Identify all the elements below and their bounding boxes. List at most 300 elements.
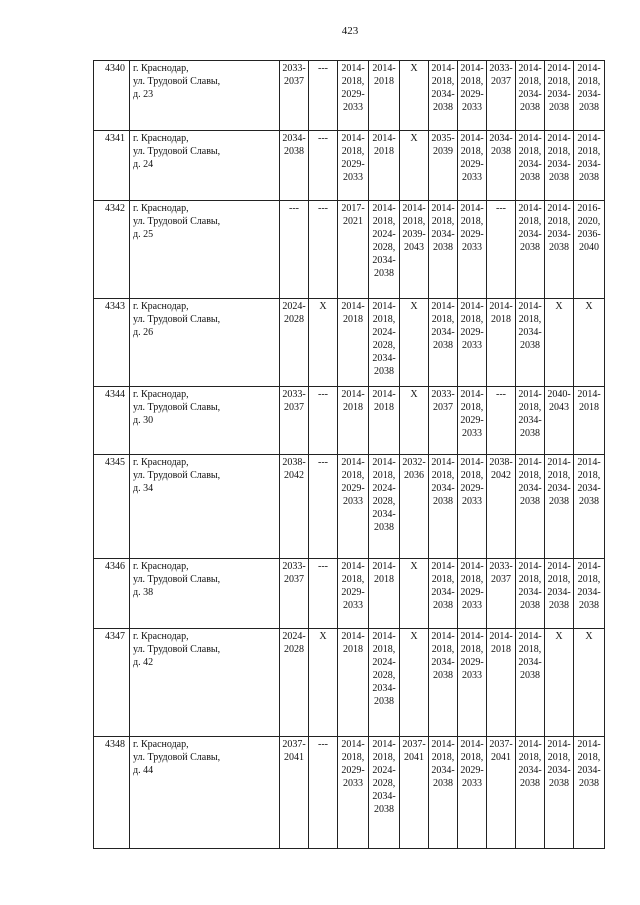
period-line: 2033- <box>489 63 513 74</box>
period-line: 2029- <box>460 327 484 338</box>
period-cell <box>400 559 429 629</box>
period-cell <box>545 299 574 387</box>
period-line: 2018, <box>372 216 396 227</box>
period-cell <box>369 629 400 737</box>
period-line: 2018, <box>577 470 601 481</box>
period-line: 2033- <box>431 389 455 400</box>
period-line: 2033 <box>462 428 482 439</box>
period-line: 2018 <box>374 76 394 87</box>
period-line: 2034- <box>518 327 542 338</box>
period-line: 2021 <box>343 216 363 227</box>
address-line: г. Краснодар, <box>133 561 189 572</box>
period-line: 2018, <box>431 574 455 585</box>
period-line: 2014- <box>341 63 365 74</box>
period-line: X <box>319 631 327 642</box>
period-line: 2034- <box>547 89 571 100</box>
period-line: 2034- <box>518 657 542 668</box>
period-cell <box>545 455 574 559</box>
period-line: X <box>555 631 563 642</box>
period-cell <box>545 387 574 455</box>
period-cell <box>574 559 605 629</box>
period-line: 2038 <box>549 172 569 183</box>
row-number: 4348 <box>94 737 130 849</box>
period-line: 2014- <box>518 203 542 214</box>
period-line: 2034- <box>431 229 455 240</box>
period-line: 2037- <box>402 739 426 750</box>
period-line: 2024- <box>372 765 396 776</box>
period-line: 2018, <box>547 470 571 481</box>
address-cell <box>130 559 280 629</box>
period-line: 2034- <box>547 229 571 240</box>
period-line: 2014- <box>460 203 484 214</box>
period-cell <box>338 629 369 737</box>
address-line: ул. Трудовой Славы, <box>133 402 221 413</box>
period-cell <box>429 737 458 849</box>
period-line: 2034- <box>518 229 542 240</box>
period-line: 2029- <box>341 587 365 598</box>
period-line: --- <box>496 389 506 400</box>
period-cell <box>458 299 487 387</box>
address-cell <box>130 629 280 737</box>
period-cell <box>369 559 400 629</box>
period-line: 2018, <box>431 470 455 481</box>
period-line: 2014- <box>547 133 571 144</box>
row-number: 4344 <box>94 387 130 455</box>
address-line: ул. Трудовой Славы, <box>133 574 221 585</box>
period-line: 2014- <box>341 561 365 572</box>
period-line: 2014- <box>431 561 455 572</box>
period-line: 2014- <box>518 631 542 642</box>
period-line: 2018 <box>343 644 363 655</box>
row-number: 4340 <box>94 61 130 131</box>
period-line: 2028, <box>372 340 396 351</box>
address-cell <box>130 201 280 299</box>
period-cell <box>429 629 458 737</box>
period-cell <box>400 131 429 201</box>
period-line: 2043 <box>404 242 424 253</box>
period-cell <box>400 299 429 387</box>
period-line: 2033 <box>462 102 482 113</box>
period-line: 2038 <box>579 102 599 113</box>
period-line: 2037 <box>491 76 511 87</box>
address-line: д. 23 <box>133 89 154 100</box>
period-cell <box>545 559 574 629</box>
period-line: X <box>410 63 418 74</box>
period-cell <box>545 131 574 201</box>
period-line: 2014- <box>372 457 396 468</box>
period-line: 2033 <box>462 340 482 351</box>
period-line: X <box>410 133 418 144</box>
address-cell <box>130 131 280 201</box>
period-cell <box>429 387 458 455</box>
period-line: 2018, <box>518 644 542 655</box>
period-line: 2018, <box>460 216 484 227</box>
period-line: 2018, <box>431 314 455 325</box>
period-cell <box>516 201 545 299</box>
period-line: 2036 <box>404 470 424 481</box>
period-line: 2037- <box>489 739 513 750</box>
period-cell <box>280 559 309 629</box>
period-line: 2033 <box>462 600 482 611</box>
period-line: 2014- <box>518 133 542 144</box>
period-line: 2018, <box>460 470 484 481</box>
period-cell <box>338 455 369 559</box>
table-row <box>94 299 605 387</box>
period-line: X <box>319 301 327 312</box>
period-line: 2014- <box>431 457 455 468</box>
period-line: 2033 <box>343 496 363 507</box>
period-line: 2038 <box>374 804 394 815</box>
period-cell <box>516 629 545 737</box>
period-line: X <box>410 301 418 312</box>
address-line: д. 26 <box>133 327 154 338</box>
address-cell <box>130 61 280 131</box>
period-line: 2033- <box>489 561 513 572</box>
period-line: 2029- <box>460 89 484 100</box>
period-cell <box>338 201 369 299</box>
period-cell <box>338 387 369 455</box>
period-line: 2024- <box>282 631 306 642</box>
period-line: --- <box>496 203 506 214</box>
period-line: 2018, <box>341 752 365 763</box>
period-cell <box>458 61 487 131</box>
period-line: --- <box>318 457 328 468</box>
period-line: 2014- <box>372 203 396 214</box>
period-cell <box>338 737 369 849</box>
period-cell <box>458 131 487 201</box>
period-cell <box>369 131 400 201</box>
period-line: X <box>410 631 418 642</box>
period-line: 2033 <box>343 102 363 113</box>
period-cell <box>400 387 429 455</box>
period-line: 2038 <box>549 496 569 507</box>
period-line: 2016- <box>577 203 601 214</box>
period-line: 2018, <box>372 644 396 655</box>
period-line: 2014- <box>372 739 396 750</box>
period-cell <box>487 455 516 559</box>
table-row <box>94 559 605 629</box>
period-line: 2037 <box>284 76 304 87</box>
period-line: 2018, <box>431 644 455 655</box>
period-line: 2034- <box>372 683 396 694</box>
period-line: 2033 <box>343 778 363 789</box>
period-line: 2041 <box>491 752 511 763</box>
period-line: 2038 <box>433 600 453 611</box>
period-line: 2018 <box>343 402 363 413</box>
period-cell <box>280 61 309 131</box>
address-line: ул. Трудовой Славы, <box>133 76 221 87</box>
period-line: 2014- <box>341 301 365 312</box>
address-line: г. Краснодар, <box>133 203 189 214</box>
period-line: 2028 <box>284 644 304 655</box>
period-line: 2034- <box>518 765 542 776</box>
address-line: ул. Трудовой Славы, <box>133 146 221 157</box>
period-cell <box>545 629 574 737</box>
period-cell <box>280 299 309 387</box>
period-cell <box>280 455 309 559</box>
address-cell <box>130 299 280 387</box>
period-line: 2024- <box>372 327 396 338</box>
period-line: 2024- <box>282 301 306 312</box>
period-line: 2038 <box>433 670 453 681</box>
row-number: 4347 <box>94 629 130 737</box>
period-cell <box>545 61 574 131</box>
period-line: 2018, <box>518 402 542 413</box>
period-line: 2018, <box>577 146 601 157</box>
period-cell <box>545 737 574 849</box>
period-line: 2034- <box>372 509 396 520</box>
period-cell <box>280 737 309 849</box>
period-line: 2014- <box>460 63 484 74</box>
period-line: --- <box>318 739 328 750</box>
period-line: --- <box>289 203 299 214</box>
period-line: 2042 <box>284 470 304 481</box>
period-line: 2038 <box>549 102 569 113</box>
period-line: 2038 <box>549 600 569 611</box>
address-line: г. Краснодар, <box>133 63 189 74</box>
address-cell <box>130 455 280 559</box>
period-line: 2014- <box>489 631 513 642</box>
period-cell <box>516 455 545 559</box>
address-line: д. 25 <box>133 229 154 240</box>
period-line: 2034- <box>547 159 571 170</box>
period-line: 2038 <box>579 496 599 507</box>
period-line: 2033- <box>282 389 306 400</box>
period-line: 2034- <box>431 657 455 668</box>
period-cell <box>487 629 516 737</box>
period-cell <box>369 299 400 387</box>
period-line: 2014- <box>460 301 484 312</box>
period-line: 2038 <box>284 146 304 157</box>
period-line: 2034- <box>518 159 542 170</box>
period-line: 2037 <box>491 574 511 585</box>
period-line: 2018, <box>460 644 484 655</box>
period-line: 2034- <box>431 327 455 338</box>
period-line: 2014- <box>547 63 571 74</box>
period-line: 2018, <box>431 752 455 763</box>
period-cell <box>309 559 338 629</box>
period-line: 2014- <box>372 133 396 144</box>
period-line: 2041 <box>404 752 424 763</box>
address-cell <box>130 387 280 455</box>
period-line: 2029- <box>341 483 365 494</box>
period-line: 2040 <box>579 242 599 253</box>
period-line: 2034- <box>577 483 601 494</box>
period-line: 2028, <box>372 670 396 681</box>
period-line: 2014- <box>460 561 484 572</box>
period-cell <box>516 131 545 201</box>
period-line: 2034- <box>372 353 396 364</box>
period-cell <box>309 629 338 737</box>
period-cell <box>516 559 545 629</box>
period-line: 2014- <box>431 631 455 642</box>
period-cell <box>429 201 458 299</box>
period-line: 2042 <box>491 470 511 481</box>
row-number: 4342 <box>94 201 130 299</box>
period-line: 2034- <box>489 133 513 144</box>
period-line: 2014- <box>547 203 571 214</box>
address-line: г. Краснодар, <box>133 457 189 468</box>
period-line: 2034- <box>577 89 601 100</box>
period-line: 2020, <box>577 216 601 227</box>
period-cell <box>545 201 574 299</box>
row-number: 4343 <box>94 299 130 387</box>
period-cell <box>487 737 516 849</box>
period-line: 2038 <box>520 428 540 439</box>
address-line: г. Краснодар, <box>133 389 189 400</box>
period-line: 2038 <box>579 778 599 789</box>
period-line: 2038 <box>374 522 394 533</box>
period-line: 2034- <box>431 483 455 494</box>
period-line: 2037 <box>284 574 304 585</box>
period-cell <box>458 201 487 299</box>
period-line: 2029- <box>341 159 365 170</box>
period-line: 2018 <box>491 644 511 655</box>
period-line: X <box>585 301 593 312</box>
address-line: г. Краснодар, <box>133 631 189 642</box>
period-cell <box>400 629 429 737</box>
period-cell <box>338 299 369 387</box>
period-line: 2018, <box>577 574 601 585</box>
period-line: 2018, <box>518 76 542 87</box>
period-cell <box>400 201 429 299</box>
period-cell <box>429 131 458 201</box>
period-line: 2014- <box>577 739 601 750</box>
address-line: д. 38 <box>133 587 154 598</box>
period-line: 2034- <box>577 587 601 598</box>
period-line: 2018, <box>547 574 571 585</box>
period-line: 2018, <box>518 146 542 157</box>
period-line: 2038 <box>579 172 599 183</box>
period-cell <box>574 201 605 299</box>
period-line: 2034- <box>372 791 396 802</box>
period-line: 2038 <box>433 242 453 253</box>
period-line: 2038 <box>520 600 540 611</box>
period-line: X <box>555 301 563 312</box>
period-line: 2018 <box>343 314 363 325</box>
period-line: 2024- <box>372 657 396 668</box>
period-cell <box>574 387 605 455</box>
period-cell <box>309 61 338 131</box>
period-line: 2017- <box>341 203 365 214</box>
period-line: 2014- <box>460 133 484 144</box>
address-line: г. Краснодар, <box>133 739 189 750</box>
period-line: 2034- <box>431 765 455 776</box>
table-row <box>94 131 605 201</box>
period-line: 2018, <box>372 314 396 325</box>
period-line: 2041 <box>284 752 304 763</box>
period-line: 2034- <box>577 765 601 776</box>
row-number: 4346 <box>94 559 130 629</box>
period-line: 2014- <box>547 457 571 468</box>
period-line: 2038 <box>520 670 540 681</box>
period-line: 2014- <box>577 561 601 572</box>
period-cell <box>574 61 605 131</box>
period-cell <box>338 131 369 201</box>
period-line: 2014- <box>431 739 455 750</box>
period-line: 2034- <box>518 483 542 494</box>
address-line: ул. Трудовой Славы, <box>133 752 221 763</box>
period-line: 2036- <box>577 229 601 240</box>
period-line: 2033 <box>462 496 482 507</box>
period-line: 2029- <box>460 415 484 426</box>
period-line: --- <box>318 389 328 400</box>
period-line: 2018, <box>577 752 601 763</box>
table-row <box>94 61 605 131</box>
period-cell <box>574 737 605 849</box>
period-line: 2037- <box>282 739 306 750</box>
period-line: 2014- <box>372 631 396 642</box>
period-line: 2034- <box>518 89 542 100</box>
period-cell <box>429 559 458 629</box>
period-line: 2028, <box>372 778 396 789</box>
period-cell <box>369 737 400 849</box>
period-cell <box>458 629 487 737</box>
period-cell <box>487 559 516 629</box>
period-cell <box>369 455 400 559</box>
period-line: 2014- <box>518 457 542 468</box>
address-line: д. 24 <box>133 159 154 170</box>
period-cell <box>458 455 487 559</box>
period-line: 2034- <box>431 89 455 100</box>
period-line: 2018, <box>372 752 396 763</box>
period-line: 2038 <box>549 778 569 789</box>
period-line: 2034- <box>547 587 571 598</box>
period-line: 2029- <box>341 89 365 100</box>
row-number: 4341 <box>94 131 130 201</box>
period-line: 2014- <box>341 133 365 144</box>
period-line: 2033- <box>282 63 306 74</box>
period-line: 2014- <box>402 203 426 214</box>
period-line: 2038 <box>549 242 569 253</box>
period-cell <box>487 131 516 201</box>
period-line: 2034- <box>547 765 571 776</box>
period-line: 2038- <box>282 457 306 468</box>
period-line: 2018, <box>460 146 484 157</box>
period-line: 2014- <box>341 389 365 400</box>
period-cell <box>429 299 458 387</box>
period-cell <box>458 387 487 455</box>
period-line: 2014- <box>341 739 365 750</box>
period-line: 2014- <box>577 389 601 400</box>
period-line: X <box>410 561 418 572</box>
period-line: 2018, <box>431 76 455 87</box>
period-cell <box>429 455 458 559</box>
period-line: 2038 <box>374 366 394 377</box>
period-line: 2038 <box>520 778 540 789</box>
period-line: 2018, <box>341 574 365 585</box>
period-cell <box>369 201 400 299</box>
period-line: 2018, <box>518 470 542 481</box>
page-number: 423 <box>341 25 359 37</box>
period-line: 2014- <box>372 561 396 572</box>
address-line: д. 34 <box>133 483 154 494</box>
period-cell <box>280 387 309 455</box>
period-cell <box>574 299 605 387</box>
table-row <box>94 737 605 849</box>
period-line: 2038 <box>520 496 540 507</box>
period-line: 2014- <box>460 457 484 468</box>
period-line: 2034- <box>518 587 542 598</box>
period-cell <box>400 455 429 559</box>
period-cell <box>338 559 369 629</box>
period-cell <box>574 455 605 559</box>
period-line: 2028, <box>372 242 396 253</box>
period-cell <box>338 61 369 131</box>
period-line: 2014- <box>518 739 542 750</box>
period-line: 2018, <box>372 470 396 481</box>
period-line: 2034- <box>372 255 396 266</box>
